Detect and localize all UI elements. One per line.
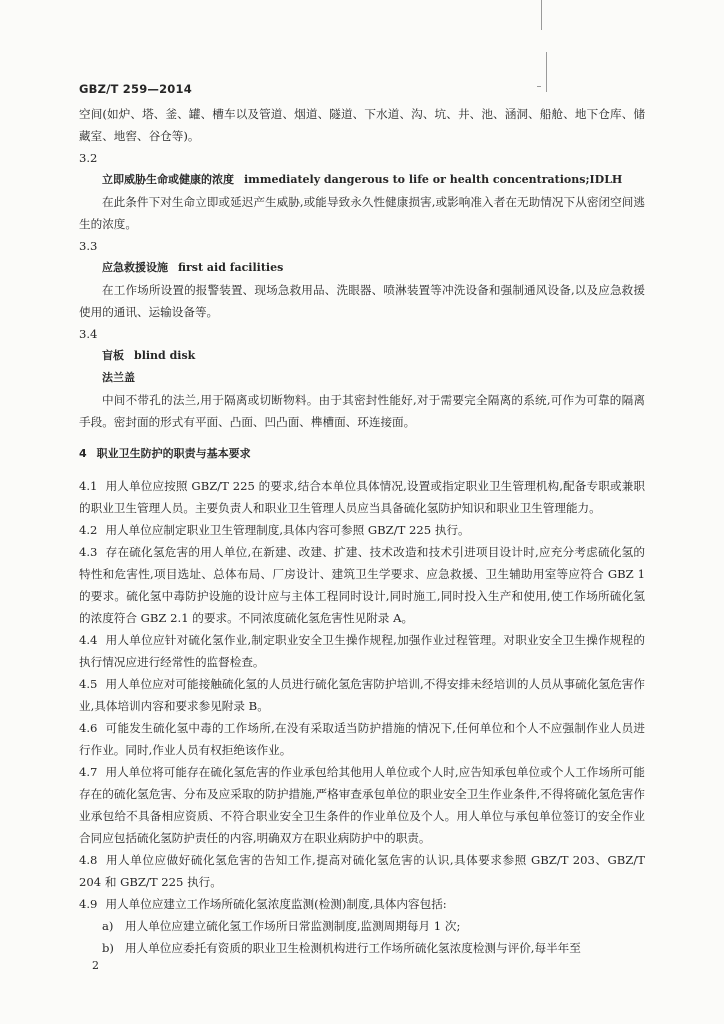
term-number: 3.4 xyxy=(79,327,98,341)
term-title xyxy=(79,169,645,191)
clause-number: 4.7 xyxy=(79,765,98,779)
term-title xyxy=(79,257,645,279)
term-entry xyxy=(79,147,645,235)
section-title: 职业卫生防护的职责与基本要求 xyxy=(96,447,251,460)
list-item-label: a) xyxy=(102,919,114,933)
term-name-en: blind disk xyxy=(134,349,196,362)
clause-number: 4.9 xyxy=(79,897,98,911)
clause-number: 4.3 xyxy=(79,545,98,559)
term-name-zh: 应急救援设施 xyxy=(102,261,168,274)
term-definition: 在工作场所设置的报警装置、现场急救用品、洗眼器、喷淋装置等冲洗设备和强制通风设备,以及应急救援使用的通讯、运输设备等。 xyxy=(79,283,645,319)
scan-artifact-line xyxy=(546,52,547,92)
term-number: 3.3 xyxy=(79,239,98,253)
term-alternate-name: 法兰盖 xyxy=(102,371,135,384)
clause-paragraph xyxy=(79,717,645,761)
clause-text: 存在硫化氢危害的用人单位,在新建、改建、扩建、技术改造和技术引进项目设计时,应充分考虑硫化氢的特性和危害性,项目选址、总体布局、厂房设计、建筑卫生学要求、应急救援、卫生辅助用室等应符合 GBZ 1 的要求。硫化氢中毒防护设施的设计应与主体工程同时设计,同时施工,同时投入生产和使用,使工作场所硫化氢的浓度符合 GBZ 2.1 的要求。不同浓度硫化氢危害性见附录 A。 xyxy=(79,545,645,625)
list-item-label: b) xyxy=(102,941,114,955)
clause-number: 4.5 xyxy=(79,677,98,691)
term-title xyxy=(79,345,645,367)
document-body xyxy=(79,103,645,959)
clause-paragraph xyxy=(79,849,645,893)
clause-paragraph xyxy=(79,893,645,915)
clause-text: 用人单位应制定职业卫生管理制度,具体内容可参照 GBZ/T 225 执行。 xyxy=(105,523,470,537)
section-heading xyxy=(79,443,645,465)
clause-paragraph xyxy=(79,475,645,519)
term-definition: 中间不带孔的法兰,用于隔离或切断物料。由于其密封性能好,对于需要完全隔离的系统,可作为可靠的隔离手段。密封面的形式有平面、凸面、凹凸面、榫槽面、环连接面。 xyxy=(79,393,645,429)
document-header-id: GBZ/T 259—2014 xyxy=(79,82,192,96)
clause-paragraph xyxy=(79,629,645,673)
clause-number: 4.8 xyxy=(79,853,98,867)
clause-paragraph xyxy=(79,541,645,629)
clause-text: 用人单位将可能存在硫化氢危害的作业承包给其他用人单位或个人时,应告知承包单位或个人工作场所可能存在的硫化氢危害、分布及应采取的防护措施,严格审查承包单位的职业安全卫生作业条件,不得将硫化氢危害作业承包给不具备相应资质、不符合职业安全卫生条件的作业单位及个人。用人单位与承包单位签订的安全作业合同应包括硫化氢防护责任的内容,明确双方在职业病防护中的职责。 xyxy=(79,765,645,845)
scan-artifact-mark xyxy=(537,86,541,87)
clause-text: 用人单位应对可能接触硫化氢的人员进行硫化氢危害防护培训,不得安排未经培训的人员从事硫化氢危害作业,具体培训内容和要求参见附录 B。 xyxy=(79,677,645,713)
continuation-paragraph: 空间(如炉、塔、釜、罐、槽车以及管道、烟道、隧道、下水道、沟、坑、井、池、涵洞、船舱、地下仓库、储藏室、地窖、谷仓等)。 xyxy=(79,107,645,143)
clause-text: 用人单位应做好硫化氢危害的告知工作,提高对硫化氢危害的认识,具体要求参照 GBZ/T 203、GBZ/T 204 和 GBZ/T 225 执行。 xyxy=(79,853,645,889)
clause-text: 用人单位应按照 GBZ/T 225 的要求,结合本单位具体情况,设置或指定职业卫生管理机构,配备专职或兼职的职业卫生管理人员。主要负责人和职业卫生管理人员应当具备硫化氢防护知识和职业卫生管理能力。 xyxy=(79,479,645,515)
term-name-en: first aid facilities xyxy=(178,261,284,274)
clause-paragraph xyxy=(79,673,645,717)
clause-text: 用人单位应建立工作场所硫化氢浓度监测(检测)制度,具体内容包括: xyxy=(105,897,447,911)
clause-paragraph xyxy=(79,519,645,541)
clause-text: 可能发生硫化氢中毒的工作场所,在没有采取适当防护措施的情况下,任何单位和个人不应强制作业人员进行作业。同时,作业人员有权拒绝该作业。 xyxy=(79,721,645,757)
term-entry xyxy=(79,235,645,323)
section-number: 4 xyxy=(79,447,87,460)
term-name-zh: 盲板 xyxy=(102,349,124,362)
clause-text: 用人单位应针对硫化氢作业,制定职业安全卫生操作规程,加强作业过程管理。对职业安全卫生操作规程的执行情况应进行经常性的监督检查。 xyxy=(79,633,645,669)
term-entry xyxy=(79,323,645,433)
clause-number: 4.2 xyxy=(79,523,98,537)
term-number: 3.2 xyxy=(79,151,98,165)
list-item xyxy=(79,937,645,959)
list-item-text: 用人单位应委托有资质的职业卫生检测机构进行工作场所硫化氢浓度检测与评价,每半年至 xyxy=(125,941,581,955)
list-item xyxy=(79,915,645,937)
term-name-en: immediately dangerous to life or health concentrations;IDLH xyxy=(244,173,623,186)
clause-number: 4.6 xyxy=(79,721,98,735)
clause-number: 4.1 xyxy=(79,479,98,493)
term-name-zh: 立即威胁生命或健康的浓度 xyxy=(102,173,234,186)
list-item-text: 用人单位应建立硫化氢工作场所日常监测制度,监测周期每月 1 次; xyxy=(125,919,461,933)
clause-paragraph xyxy=(79,761,645,849)
scan-artifact-line xyxy=(541,0,542,30)
clause-number: 4.4 xyxy=(79,633,98,647)
term-definition: 在此条件下对生命立即或延迟产生威胁,或能导致永久性健康损害,或影响准入者在无助情况下从密闭空间逃生的浓度。 xyxy=(79,195,645,231)
page-number: 2 xyxy=(92,959,99,972)
